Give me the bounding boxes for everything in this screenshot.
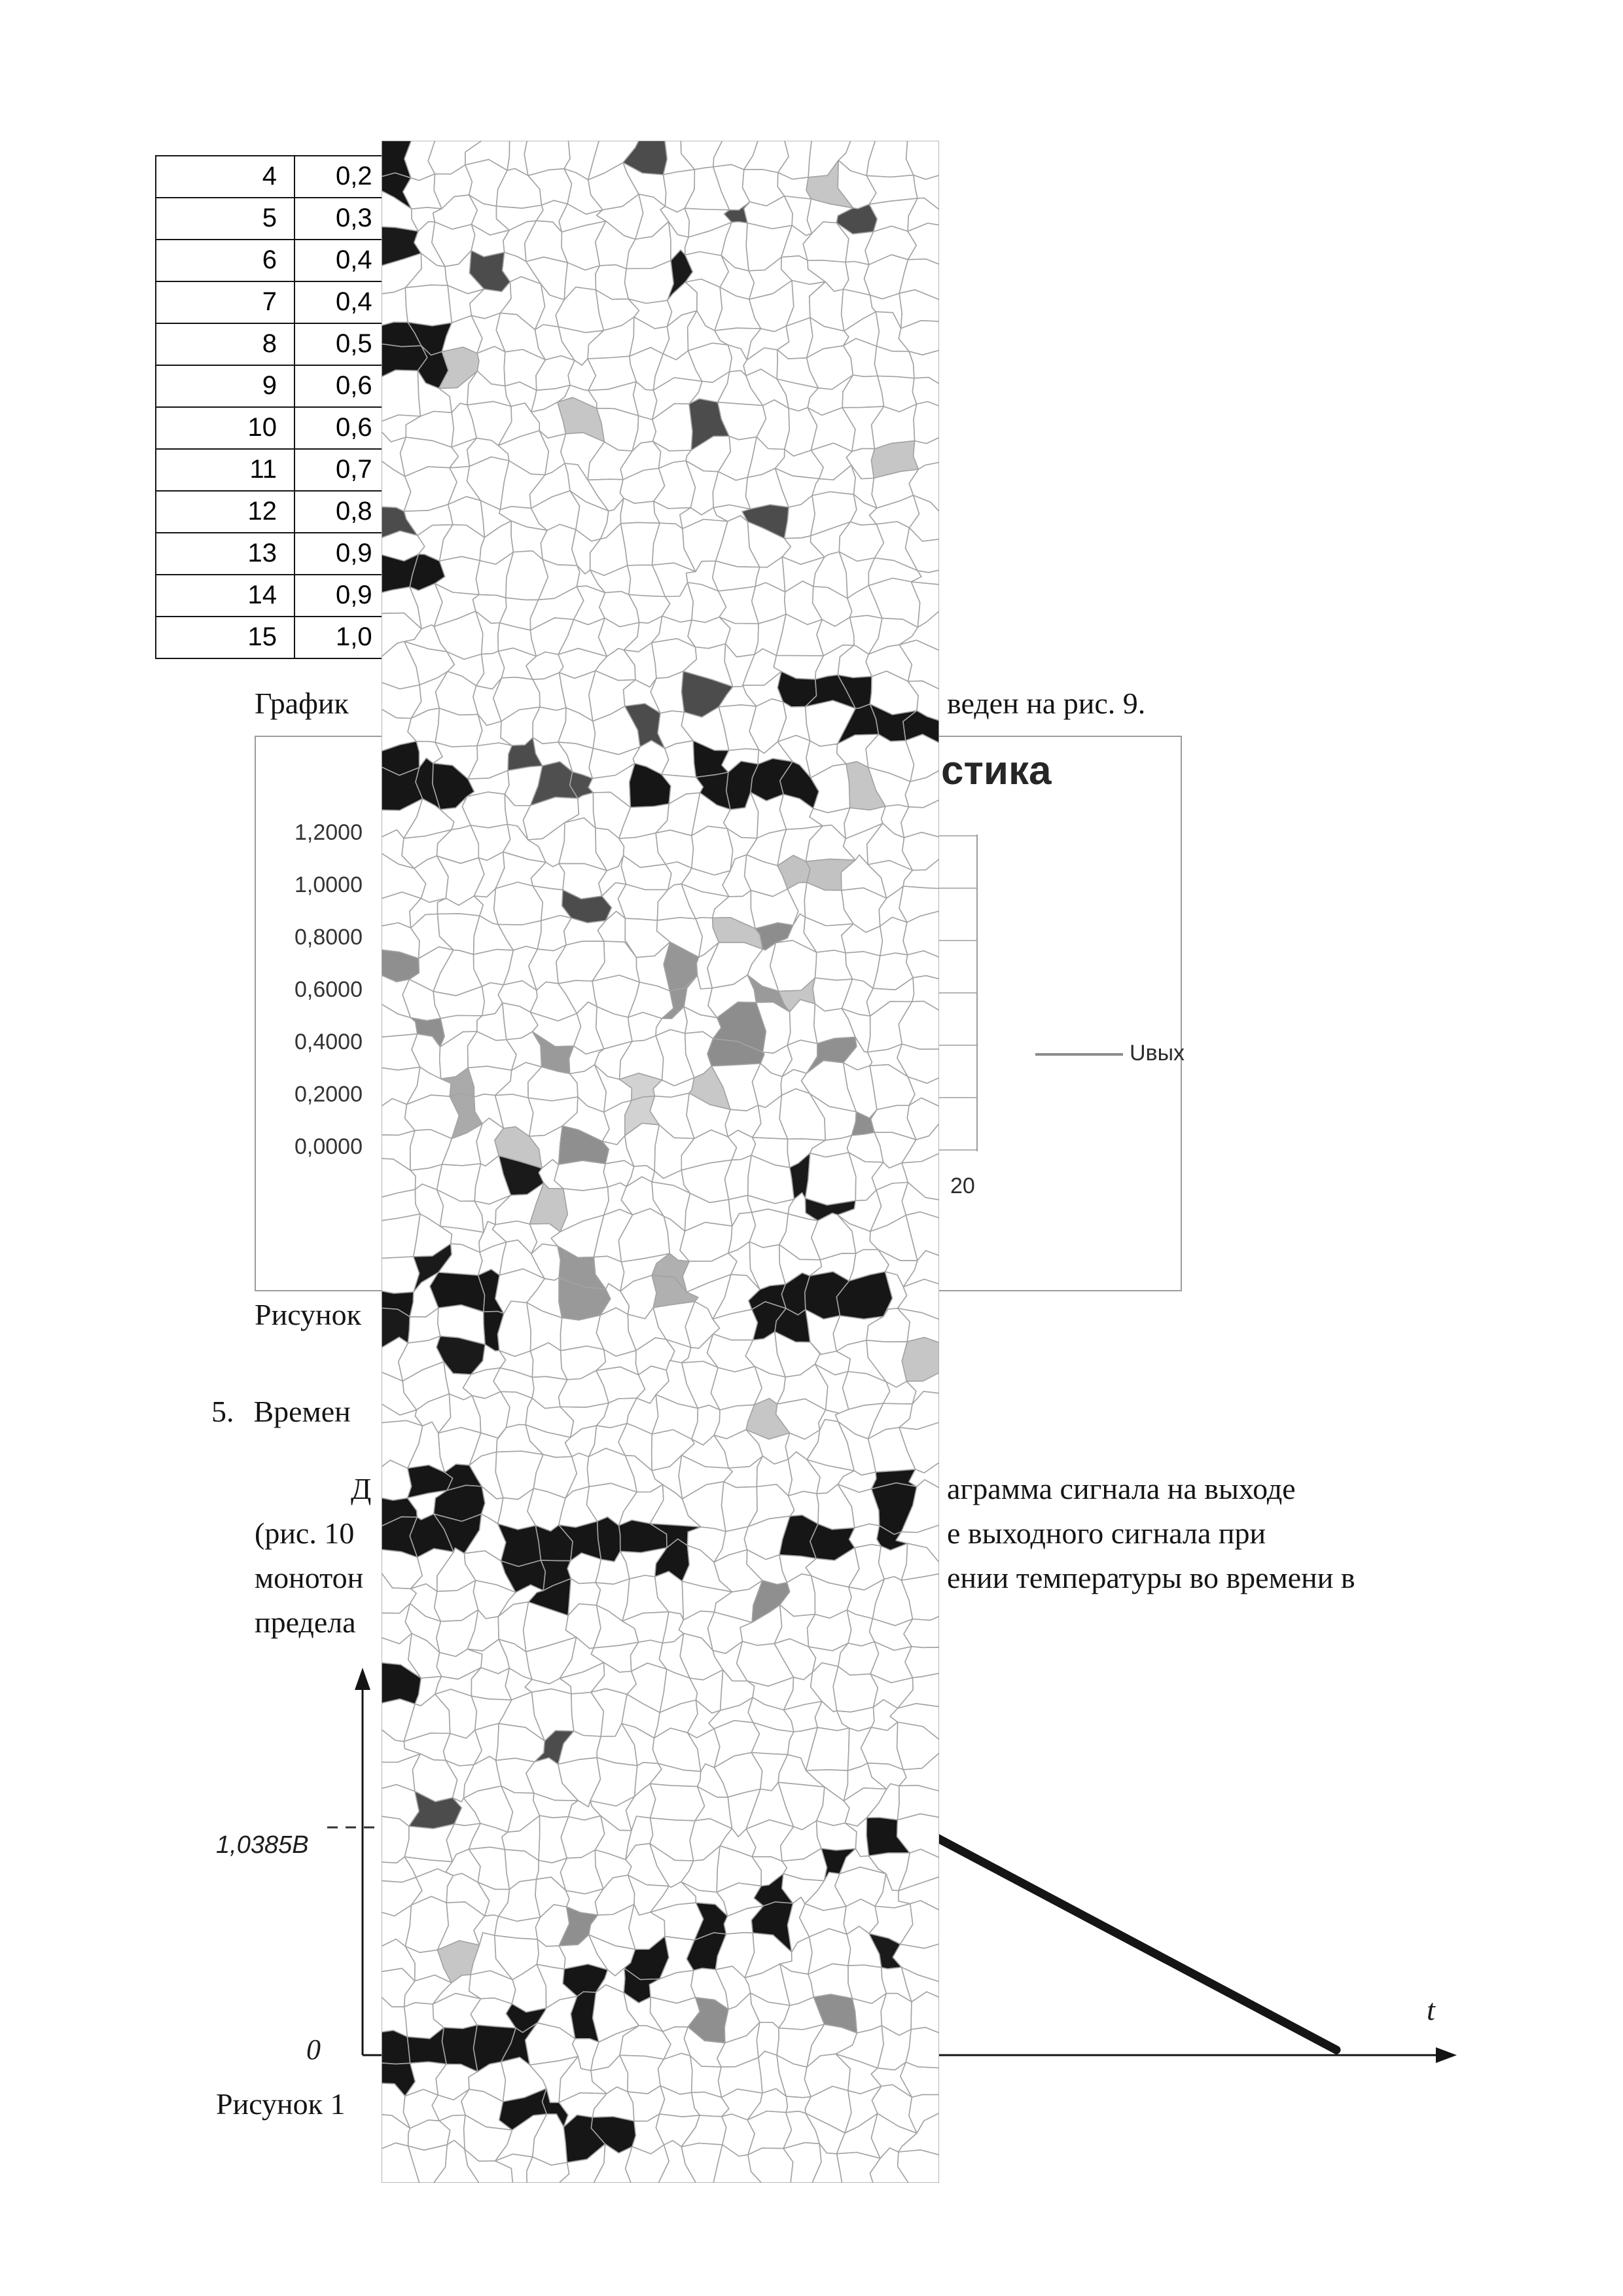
table-cell-value: 0,4 [336, 245, 372, 274]
chart-x-tick-label: 20 [950, 1174, 975, 1198]
chart-y-tick-label: 0,0000 [294, 1134, 363, 1159]
mosaic-cell [650, 1784, 704, 1821]
chart-y-tick-label: 0,4000 [294, 1030, 363, 1054]
mosaic-cell [905, 1647, 939, 1678]
section-number: 5. [211, 1395, 234, 1428]
chart-y-tick-label: 1,2000 [294, 820, 363, 845]
table-cell-index: 14 [156, 575, 295, 616]
table-cell-value: 1,0 [336, 622, 372, 651]
mosaic-cell [906, 951, 939, 979]
table-cell-index: 9 [156, 366, 295, 406]
legend-label: Uвых [1130, 1041, 1185, 1066]
table-cell-value: 0,9 [336, 581, 372, 609]
mosaic-cell [692, 826, 733, 875]
table-cell-value: 0,8 [336, 497, 372, 526]
table-cell-value: 0,3 [336, 204, 372, 232]
chart-plot-right-border [976, 834, 978, 1151]
mosaic-cell [906, 2028, 939, 2068]
chart-y-tick-label: 0,2000 [294, 1082, 363, 1107]
diagram-falling-signal-line [915, 1826, 1336, 2050]
paragraph-line2-right: е выходного сигнала при [947, 1516, 1266, 1550]
mosaic-cell [806, 1153, 856, 1205]
intro-text-left-fragment: График [255, 687, 349, 720]
mosaic-cell [914, 402, 939, 444]
mosaic-cell [597, 1517, 620, 1562]
mosaic-cell [462, 792, 507, 828]
mosaic-cell [405, 285, 452, 326]
section-title-fragment: Времен [253, 1395, 351, 1428]
figure9-caption: Рисунок [255, 1298, 361, 1331]
table-cell-value: 0,5 [336, 329, 372, 358]
diagram-y-axis-arrowhead [355, 1668, 370, 1690]
paragraph-line3-left: монотон [255, 1561, 364, 1594]
table-cell-index: 8 [156, 324, 295, 365]
mosaic-cell [382, 1257, 419, 1293]
table-cell-index: 10 [156, 408, 295, 448]
mosaic-cell [382, 370, 420, 421]
table-cell-value: 0,2 [336, 162, 372, 190]
table-cell-value: 0,6 [336, 413, 372, 442]
diagram-value-label: 1,0385В [216, 1831, 309, 1859]
paragraph-line2-left: (рис. 10 [255, 1516, 355, 1550]
table-cell-index: 4 [156, 156, 295, 197]
table-cell-index: 15 [156, 617, 295, 658]
chart-y-tick-label: 0,6000 [294, 977, 363, 1002]
table-cell-index: 13 [156, 533, 295, 574]
chart-y-tick-label: 0,8000 [294, 925, 363, 950]
mosaic-cell [554, 1160, 608, 1191]
chart-y-tick-label: 1,0000 [294, 872, 363, 897]
figure10-caption: Рисунок 1 [216, 2087, 346, 2121]
section-item-5 [211, 1394, 351, 1429]
paragraph-line1-left: Д [351, 1472, 372, 1505]
paragraph-line1-right: аграмма сигнала на выходе [947, 1472, 1296, 1505]
table-cell-value: 0,6 [336, 371, 372, 400]
mosaic-overlay [382, 141, 939, 2183]
legend-line-swatch [1035, 1053, 1123, 1056]
table-cell-index: 12 [156, 492, 295, 532]
paragraph-line4-left: предела [255, 1605, 356, 1639]
chart-title-fragment: стика [941, 748, 1052, 793]
mosaic-cell [711, 1367, 762, 1410]
mosaic-cell [382, 288, 408, 326]
mosaic-cell [874, 346, 914, 378]
table-cell-value: 0,4 [336, 287, 372, 316]
mosaic-cell [880, 918, 908, 956]
table-cell-index: 11 [156, 450, 295, 490]
table-cell-value: 0,9 [336, 539, 372, 567]
paragraph-line3-right: ении температуры во времени в [947, 1561, 1355, 1594]
diagram-origin-label: 0 [306, 2034, 321, 2066]
intro-text-right-fragment: веден на рис. 9. [947, 687, 1146, 720]
table-cell-index: 5 [156, 198, 295, 239]
diagram-time-axis-label: t [1427, 1993, 1435, 2026]
mosaic-cell [902, 1337, 939, 1381]
table-cell-index: 6 [156, 240, 295, 281]
diagram-x-axis-arrowhead [1436, 2047, 1457, 2063]
table-cell-index: 7 [156, 282, 295, 323]
table-cell-value: 0,7 [336, 455, 372, 484]
